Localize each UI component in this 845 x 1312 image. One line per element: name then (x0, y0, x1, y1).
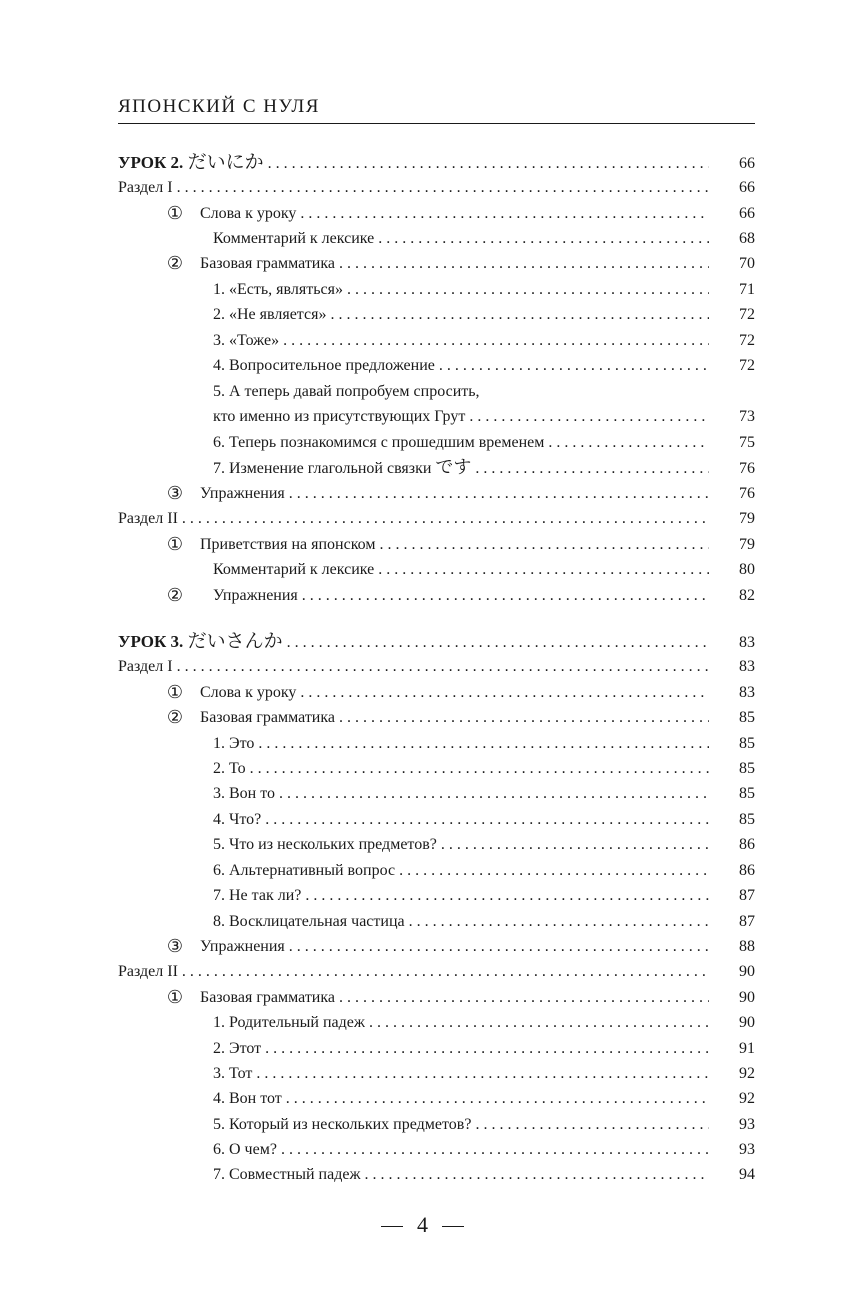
page-ref: 87 (739, 887, 755, 904)
toc-title: 7. Не так ли? (213, 887, 302, 904)
leader-dots (378, 226, 709, 251)
toc-title: Базовая грамматика (200, 709, 335, 726)
circled-number: ① (166, 682, 184, 702)
lesson-prefix: УРОК 3. (118, 632, 184, 651)
page-ref: 73 (739, 408, 755, 425)
entry-japanese: です (435, 457, 472, 478)
page-ref: 88 (739, 938, 755, 955)
toc-title: Приветствия на японском (200, 536, 376, 553)
toc-title: Раздел II (118, 510, 178, 527)
toc-section-row (118, 506, 755, 531)
leader-dots (379, 532, 709, 557)
page-ref: 80 (739, 561, 755, 578)
leader-dots (378, 557, 709, 582)
lesson-japanese-title: だいにか (187, 151, 264, 173)
toc-entry-row (118, 532, 755, 557)
toc-entry-row (118, 858, 755, 883)
toc-entry-row (118, 302, 755, 327)
toc-title: Комментарий к лексике (213, 230, 375, 247)
toc-title: Упражнения (213, 587, 298, 604)
leader-dots (182, 506, 709, 531)
page-number: 4 (417, 1212, 428, 1237)
leader-dots (265, 1036, 709, 1061)
toc-title: 4. Что? (213, 811, 262, 828)
leader-dots (250, 756, 709, 781)
page-ref: 87 (739, 913, 755, 930)
circled-number: ③ (166, 483, 184, 503)
toc-lesson-row (118, 629, 755, 654)
toc-title: Раздел I (118, 658, 173, 675)
leader-dots (258, 731, 709, 756)
toc-title: Упражнения (200, 485, 285, 502)
toc-entry-row (118, 1036, 755, 1061)
page-ref: 66 (739, 155, 755, 172)
toc-title: 1. Родительный падеж (213, 1014, 365, 1031)
leader-dots (283, 328, 709, 353)
page-ref: 93 (739, 1116, 755, 1133)
toc-entry-row (118, 481, 755, 506)
toc-entry-row (118, 832, 755, 857)
folio-dash-left (381, 1226, 403, 1227)
toc-title: 6. Теперь познакомимся с прошедшим временем (213, 434, 545, 451)
toc-lesson-row (118, 150, 755, 175)
leader-dots (347, 277, 709, 302)
page-ref: 92 (739, 1065, 755, 1082)
toc-title: кто именно из присутствующих Грут (213, 408, 466, 425)
toc-entry-row (118, 1137, 755, 1162)
toc-entry-row (118, 1061, 755, 1086)
leader-dots (339, 251, 709, 276)
page-ref: 72 (739, 357, 755, 374)
leader-dots (365, 1162, 709, 1187)
toc-entry-row (118, 731, 755, 756)
page-ref: 90 (739, 1014, 755, 1031)
leader-dots (289, 481, 709, 506)
toc-entry-row (118, 455, 755, 480)
leader-dots (279, 781, 709, 806)
page-ref: 83 (739, 658, 755, 675)
toc-entry-row (118, 909, 755, 934)
leader-dots (177, 654, 709, 679)
toc-title: Базовая грамматика (200, 989, 335, 1006)
toc-entry-row (118, 883, 755, 908)
page-ref: 93 (739, 1141, 755, 1158)
leader-dots (330, 302, 709, 327)
page-ref: 82 (739, 587, 755, 604)
leader-dots (256, 1061, 709, 1086)
toc-entry-row (118, 807, 755, 832)
page-ref: 79 (739, 536, 755, 553)
toc-entry-row (118, 1010, 755, 1035)
toc-title: Раздел I (118, 179, 173, 196)
page-ref: 86 (739, 836, 755, 853)
toc-title: 5. Что из нескольких предметов? (213, 836, 437, 853)
leader-dots (265, 807, 709, 832)
toc-entry-row (118, 781, 755, 806)
page-ref: 85 (739, 709, 755, 726)
leader-dots (548, 430, 709, 455)
toc-title (213, 455, 471, 481)
toc-entry-row (118, 277, 755, 302)
lesson-japanese-title: だいさんか (187, 630, 283, 652)
toc-entry-row (118, 430, 755, 455)
leader-dots (300, 680, 709, 705)
toc-title: 4. Вон тот (213, 1090, 282, 1107)
toc-entry-row (118, 705, 755, 730)
leader-dots (439, 353, 709, 378)
toc-title: 4. Вопросительное предложение (213, 357, 435, 374)
leader-dots (177, 175, 709, 200)
toc-title: 6. О чем? (213, 1141, 277, 1158)
page-ref: 83 (739, 634, 755, 651)
leader-dots (339, 985, 709, 1010)
page-ref: 90 (739, 989, 755, 1006)
running-head: ЯПОНСКИЙ С НУЛЯ (118, 96, 320, 117)
leader-dots (300, 201, 709, 226)
toc-entry-row (118, 353, 755, 378)
leader-dots (475, 1112, 709, 1137)
page-ref: 72 (739, 332, 755, 349)
toc-entry-row (118, 1086, 755, 1111)
page-ref: 85 (739, 735, 755, 752)
toc-title: 2. Этот (213, 1040, 262, 1057)
leader-dots (287, 630, 709, 655)
toc-section-row (118, 175, 755, 200)
toc-title: 1. «Есть, являться» (213, 281, 343, 298)
circled-number: ② (166, 707, 184, 727)
toc-title: 3. Тот (213, 1065, 253, 1082)
header-rule (118, 123, 755, 124)
toc-title: Комментарий к лексике (213, 561, 375, 578)
circled-number: ① (166, 987, 184, 1007)
entry-text: 7. Изменение глагольной связки (213, 460, 432, 477)
toc-title (118, 629, 283, 654)
toc-entry-row (118, 379, 755, 404)
folio-dash-right (442, 1226, 464, 1227)
page-footer (0, 1212, 845, 1238)
page-ref: 66 (739, 205, 755, 222)
toc-entry-row (118, 201, 755, 226)
leader-dots (339, 705, 709, 730)
circled-number: ③ (166, 936, 184, 956)
circled-number: ① (166, 534, 184, 554)
toc-title: 8. Восклицательная частица (213, 913, 405, 930)
leader-dots (475, 456, 709, 481)
leader-dots (182, 959, 709, 984)
leader-dots (399, 858, 709, 883)
page-ref: 86 (739, 862, 755, 879)
circled-number: ① (166, 203, 184, 223)
lesson-prefix: УРОК 2. (118, 153, 184, 172)
toc-entry-row (118, 680, 755, 705)
toc-title: Слова к уроку (200, 205, 297, 222)
toc-entry-row (118, 985, 755, 1010)
leader-dots (305, 883, 709, 908)
leader-dots (369, 1010, 709, 1035)
page-ref: 85 (739, 785, 755, 802)
page-ref: 92 (739, 1090, 755, 1107)
toc-section-row (118, 654, 755, 679)
toc-entry-row (118, 404, 755, 429)
circled-number: ② (166, 253, 184, 273)
page-ref: 83 (739, 684, 755, 701)
toc-title (118, 150, 264, 175)
leader-dots (289, 934, 709, 959)
page-ref: 79 (739, 510, 755, 527)
toc-title: 1. Это (213, 735, 255, 752)
toc-title: 5. Который из нескольких предметов? (213, 1116, 472, 1133)
leader-dots (409, 909, 709, 934)
leader-dots (268, 151, 709, 176)
page-ref: 75 (739, 434, 755, 451)
toc-title: Упражнения (200, 938, 285, 955)
page-ref: 85 (739, 760, 755, 777)
page-ref: 66 (739, 179, 755, 196)
toc-title: Раздел II (118, 963, 178, 980)
leader-dots (281, 1137, 709, 1162)
leader-dots (441, 832, 709, 857)
toc-title: Слова к уроку (200, 684, 297, 701)
toc-entry-row (118, 1112, 755, 1137)
page-ref: 68 (739, 230, 755, 247)
page-ref: 90 (739, 963, 755, 980)
page-ref: 71 (739, 281, 755, 298)
toc-entry-row (118, 756, 755, 781)
page-ref: 76 (739, 485, 755, 502)
toc-title: 7. Совместный падеж (213, 1166, 361, 1183)
circled-number: ② (166, 585, 184, 605)
page-ref: 76 (739, 460, 755, 477)
toc-title: 3. «Тоже» (213, 332, 280, 349)
leader-dots (302, 583, 709, 608)
toc-entry-row (118, 1162, 755, 1187)
page-ref: 94 (739, 1166, 755, 1183)
toc-entry-row (118, 557, 755, 582)
toc-entry-row (118, 583, 755, 608)
leader-dots (286, 1086, 709, 1111)
toc-title: 2. То (213, 760, 246, 777)
toc-title: 3. Вон то (213, 785, 276, 802)
page-ref: 72 (739, 306, 755, 323)
page-ref: 70 (739, 255, 755, 272)
page-ref: 91 (739, 1040, 755, 1057)
toc-entry-row (118, 934, 755, 959)
toc-entry-row (118, 251, 755, 276)
page-ref: 85 (739, 811, 755, 828)
toc-title: 5. А теперь давай попробуем спросить, (213, 383, 480, 400)
toc-title: 2. «Не является» (213, 306, 327, 323)
toc-entry-row (118, 328, 755, 353)
toc-entry-row (118, 226, 755, 251)
toc-title: Базовая грамматика (200, 255, 335, 272)
toc-title: 6. Альтернативный вопрос (213, 862, 396, 879)
leader-dots (469, 404, 709, 429)
toc-section-row (118, 959, 755, 984)
